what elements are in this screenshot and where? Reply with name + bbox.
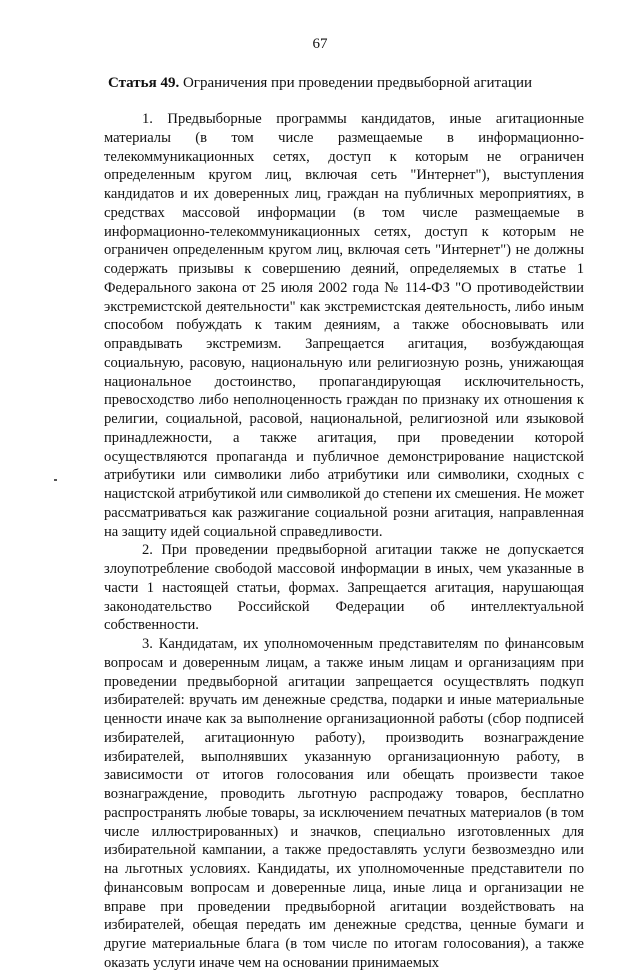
page-number: 67	[312, 36, 328, 52]
paragraph-3: 3. Кандидатам, их уполномоченным представителям по финансовым вопросам и доверенным лицам, а также иным лицам и организациям при проведении предвыборной агитации запрещается осуществлять подкуп избирателей: вручать им денежные средства, подарки и иные материальные ценности иначе как за выполнение организационной работы (сбор подписей избирателей, агитационную работу), производить вознаграждение избирателей, выполнявших указанную организационную работу, в зависимости от итогов голосования или обещать произвести такое вознаграждение, проводить льготную распродажу товаров, бесплатно распространять любые товары, за исключением печатных материалов (в том числе иллюстрированных) и значков, специально изготовленных для избирательной кампании, а также предоставлять услуги безвозмездно или на льготных условиях. Кандидаты, их уполномоченные представители по финансовым вопросам и доверенные лица, иные лица и организации не вправе при проведении предвыборной агитации воздействовать на избирателей, обещая передать им денежные средства, ценные бумаги и другие материальные блага (в том числе по итогам голосования), а также оказать услуги иначе чем на основании принимаемых	[104, 636, 584, 971]
article-label: Статья 49.	[107, 75, 180, 91]
article-heading	[0, 74, 640, 92]
margin-mark	[54, 479, 57, 481]
paragraph-2: 2. При проведении предвыборной агитации также не допускается злоупотребление свободой массовой информации в иных, чем указанные в части 1 настоящей статьи, формах. Запрещается агитация, нарушающая законодательство Российской Федерации об интеллектуальной собственности.	[104, 542, 584, 634]
article-title: Ограничения при проведении предвыборной агитации	[179, 75, 532, 91]
paragraph-1: 1. Предвыборные программы кандидатов, иные агитационные материалы (в том числе размещаемые в информационно-телекоммуникационных сетях, доступ к которым не ограничен определенным кругом лиц, включая сеть "Интернет"), выступления кандидатов и их доверенных лиц, граждан на публичных мероприятиях, в средствах массовой информации (в том числе размещаемые в информационно-телекоммуникационных сетях, доступ к которым не ограничен определенным кругом лиц, включая сеть "Интернет") не должны содержать призывы к совершению деяний, определяемых в статье 1 Федерального закона от 25 июля 2002 года № 114-ФЗ "О противодействии экстремистской деятельности" как экстремистская деятельность, либо иным способом побуждать к таким деяниям, а также обосновывать или оправдывать экстремизм. Запрещается агитация, возбуждающая социальную, расовую, национальную или религиозную рознь, унижающая национальное достоинство, пропагандирующая исключительность, превосходство либо неполноценность граждан по признаку их отношения к религии, социальной, расовой, национальной, религиозной или языковой принадлежности, а также агитация, при проведении которой осуществляются пропаганда и публичное демонстрирование нацистской атрибутики или символики либо атрибутики или символики, сходных с нацистской атрибутикой или символикой до степени их смешения. Не может рассматриваться как разжигание социальной розни агитация, направленная на защиту идей социальной справедливости.	[104, 111, 584, 540]
article-body	[104, 110, 584, 973]
